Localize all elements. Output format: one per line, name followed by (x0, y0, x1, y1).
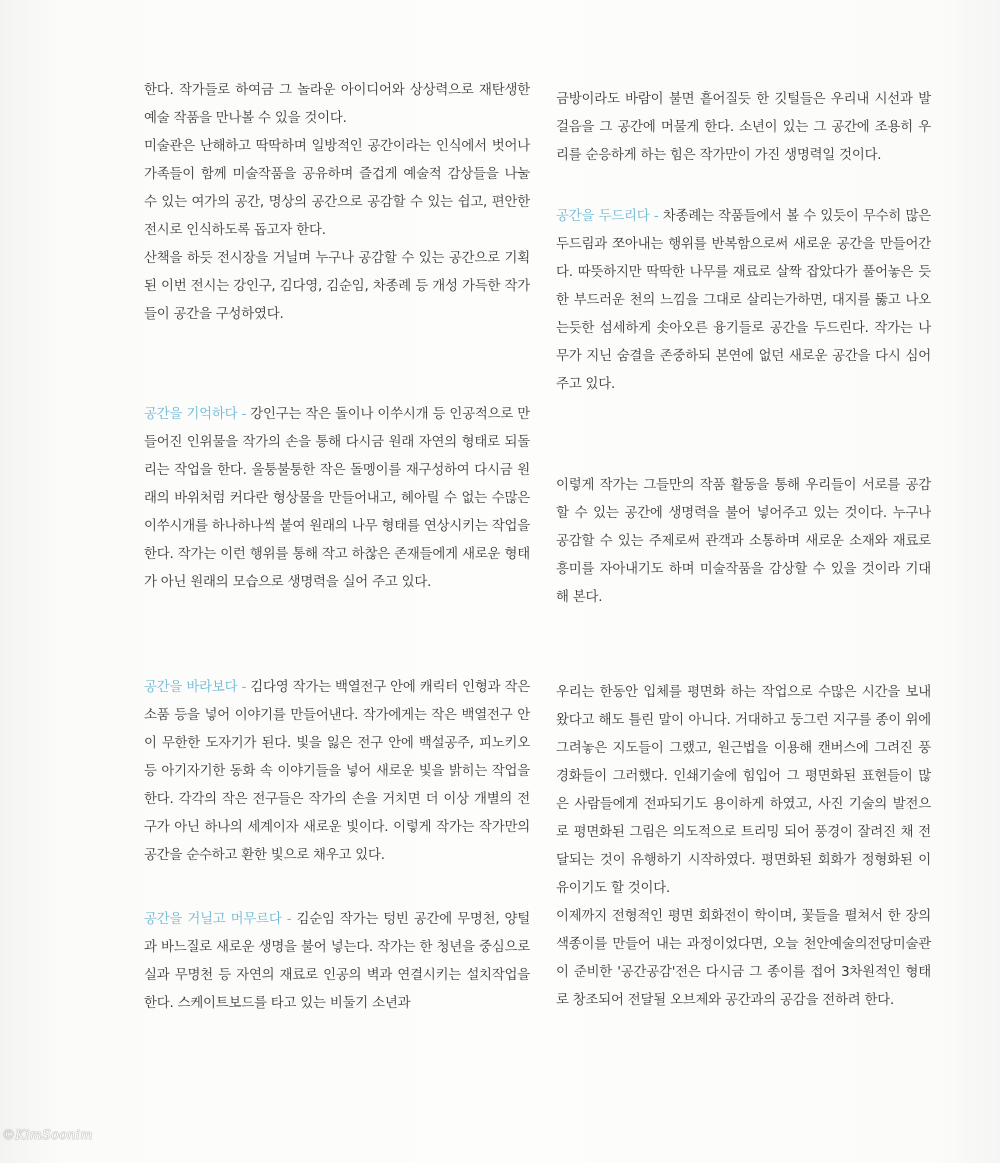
section-heading: 공간을 거닐고 머무르다 - (144, 912, 292, 927)
section-walk (144, 906, 530, 1018)
section-text: 김다영 작가는 백열전구 안에 캐릭터 인형과 작은 소품 등을 넣어 이야기를 만들어낸다. 작가에게는 작은 백열전구 안이 무한한 도자기가 된다. 빛을 잃은 전구 안에 백설공주, 피노키오 등 아기자기한 동화 속 이야기들을 넣어 새로운 빛을 밝히는 작업을 한다. 각각의 작은 전구들은 작가의 손을 거치면 더 이상 개별의 전구가 아닌 하나의 세계이자 새로운 빛이다. 이렇게 작가는 작가만의 공간을 순수하고 환한 빛으로 채우고 있다. (144, 680, 530, 863)
watermark: ©KimSoonim (2, 1128, 93, 1143)
paragraph (556, 203, 931, 399)
paragraph: 산책을 하듯 전시장을 거닐며 누구나 공감할 수 있는 공간으로 기획된 이번 전시는 강인구, 김다영, 김순임, 차종례 등 개성 가득한 작가들이 공간을 구성하였다. (144, 251, 530, 322)
section-remember (144, 401, 530, 597)
paragraph: 미술관은 난해하고 딱딱하며 일방적인 공간이라는 인식에서 벗어나 가족들이 함께 미술작품을 공유하며 즐겁게 예술적 감상들을 나눌 수 있는 여가의 공간, 명상의 공간으로 공감할 수 있는 쉽고, 편안한 전시로 인식하도록 돕고자 한다. (144, 139, 530, 238)
section-text: 차종례는 작품들에서 볼 수 있듯이 무수히 많은 두드림과 쪼아내는 행위를 반복함으로써 새로운 공간을 만들어간다. 따뜻하지만 딱딱한 나무를 재료로 살짝 잡았다가 풀어놓은 듯한 부드러운 천의 느낌을 그대로 살리는가하면, 대지를 뚫고 나오는듯한 섬세하게 솟아오른 융기들로 공간을 두드린다. 작가는 나무가 지닌 숨결을 존중하되 본연에 없던 새로운 공간을 다시 심어주고 있다. (556, 209, 931, 392)
section-text: 김순임 작가는 텅빈 공간에 무명천, 양털과 바느질로 새로운 생명을 불어 넣는다. 작가는 한 청년을 중심으로 실과 무명천 등 자연의 재료로 인공의 벽과 연결시키는 설치작업을 한다. 스케이트보드를 타고 있는 비둘기 소년과 (144, 912, 530, 1011)
section-text: 강인구는 작은 돌이나 이쑤시개 등 인공적으로 만들어진 인위물을 작가의 손을 통해 다시금 원래 자연의 형태로 되돌리는 작업을 한다. 울퉁불퉁한 작은 돌멩이를 재구성하여 다시금 원래의 바위처럼 커다란 형상물을 만들어내고, 헤아릴 수 없는 수많은 이쑤시개를 하나하나씩 붙여 원래의 나무 형태를 연상시키는 작업을 한다. 작가는 이런 행위를 통해 작고 하찮은 존재들에게 새로운 형태가 아닌 원래의 모습으로 생명력을 실어 주고 있다. (144, 407, 530, 590)
paragraph: 금방이라도 바람이 불면 흩어질듯 한 깃털들은 우리내 시선과 발걸음을 그 공간에 머물게 한다. 소년이 있는 그 공간에 조용히 우리를 순응하게 하는 힘은 작가만이 가진 생명력일 것이다. (556, 92, 931, 163)
paragraph: 이렇게 작가는 그들만의 작품 활동을 통해 우리들이 서로를 공감할 수 있는 공간에 생명력을 불어 넣어주고 있는 것이다. 누구나 공감할 수 있는 주제로써 관객과 소통하며 새로운 소재와 재료로 흥미를 자아내기도 하며 미술작품을 감상할 수 있을 것이라 기대해 본다. (556, 478, 931, 605)
paragraph (144, 674, 530, 870)
paragraph: 이제까지 전형적인 평면 회화전이 학이며, 꽃들을 펼쳐서 한 장의 색종이를 만들어 내는 과정이었다면, 오늘 천안예술의전당미술관이 준비한 '공간공감'전은 다시금 그 종이를 접어 3차원적인 형태로 창조되어 전달될 오브제와 공간과의 공감을 전하려 한다. (556, 909, 931, 1008)
continuation-block (556, 86, 931, 170)
closing-block (556, 679, 931, 1015)
section-heading: 공간을 기억하다 - (144, 407, 247, 422)
intro-block (144, 77, 530, 329)
section-knock (556, 203, 931, 399)
paragraph (144, 401, 530, 597)
paragraph: 우리는 한동안 입체를 평면화 하는 작업으로 수많은 시간을 보내왔다고 해도 틀린 말이 아니다. 거대하고 둥그런 지구를 종이 위에 그려놓은 지도들이 그랬고, 원근법을 이용해 캔버스에 그려진 풍경화들이 그러했다. 인쇄기술에 힘입어 그 평면화된 표현들이 많은 사람들에게 전파되기도 용이하게 하였고, 사진 기술의 발전으로 평면화된 그림은 의도적으로 트리밍 되어 풍경이 잘려진 채 전달되는 것이 유행하기 시작하였다. 평면화된 회화가 정형화된 이유이기도 할 것이다. (556, 685, 931, 896)
section-heading: 공간을 바라보다 - (144, 680, 247, 695)
section-look (144, 674, 530, 870)
paragraph (144, 906, 530, 1018)
paragraph: 한다. 작가들로 하여금 그 놀라운 아이디어와 상상력으로 재탄생한 예술 작품을 만나볼 수 있을 것이다. (144, 83, 530, 126)
summary-block (556, 472, 931, 612)
section-heading: 공간을 두드리다 - (556, 209, 659, 224)
